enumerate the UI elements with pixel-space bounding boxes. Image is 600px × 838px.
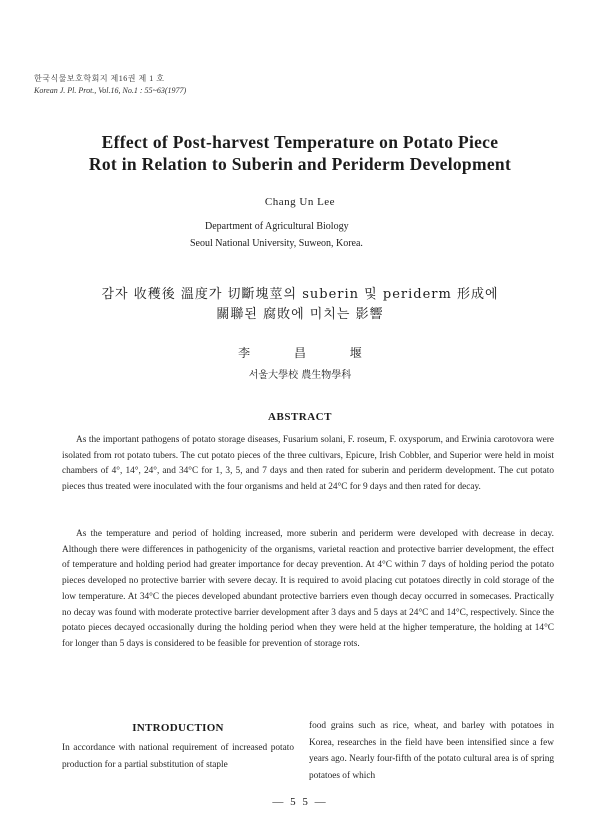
author-name: Chang Un Lee [264, 196, 336, 208]
korean-affiliation: 서울大學校 農生物學科 [248, 370, 352, 381]
abstract-paragraph-2: As the temperature and period of holding increased, more suberin and periderm were developed with decrease in decay. Although there were differences in pathogenicity of the organisms, varietal reaction and protective barrier development, the effect of temperature and holding period had greater importance for decay prevention. At 4°C within 7 days of holding period the potato pieces developed no protective barrier with severe decay. It is required to avoid placing cut potatoes directly in cold storage of the low temperature. At 34°C the pieces developed abundant protective barriers even though decay occurred in somecases. Practically no decay was found with moderate protective barrier development after 3 days and 5 days at 24°C and 14°C, respectively. Since the potato pieces decayed occasionally during the holding period when they were held at the higher temperature, the holding at 14°C for longer than 5 days is considered to be feasible for prevention of storage rots. [62, 529, 554, 649]
page-number: — 5 5 — [272, 796, 328, 808]
right-column [309, 718, 554, 784]
title-line-2: Rot in Relation to Suberin and Periderm Development [88, 154, 512, 174]
introduction-heading: INTRODUCTION [132, 722, 224, 734]
introduction-left-text: In accordance with national requirement of increased potato production for a partial substitution of staple [62, 743, 294, 770]
affiliation-department: Department of Agricultural Biology [205, 221, 349, 232]
abstract-paragraph-1: As the important pathogens of potato storage diseases, Fusarium solani, F. roseum, F. oxysporum, and Erwinia carotovora were isolated from rot potato tubers. The cut potato pieces of the three cultivars, Epicure, Irish Cobbler, and Superior were held in moist chambers of 4°, 14°, 24°, and 34°C for 1, 3, 5, and 7 days and then rated for suberin and periderm development. The cut potato pieces thus treated were inoculated with the four organisms and held at 24°C for 9 days and then rated for decay. [62, 435, 554, 493]
title-line-1: Effect of Post-harvest Temperature on Potato Piece [101, 132, 499, 152]
left-column [62, 722, 294, 773]
korean-title-line-1: 감자 收穫後 溫度가 切斷塊莖의 suberin 및 periderm 形成에 [101, 287, 499, 302]
korean-author-name: 李 昌 堰 [238, 346, 362, 360]
abstract-heading: ABSTRACT [268, 411, 332, 423]
journal-english-header: Korean J. Pl. Prot., Vol.16, No.1 : 55~63(1977) [34, 86, 187, 95]
korean-title-line-2: 關聯된 腐敗에 미치는 影響 [216, 307, 384, 322]
journal-korean-header: 한국식물보호학회지 제16권 제 1 호 [34, 74, 165, 83]
introduction-right-text: food grains such as rice, wheat, and barley with potatoes in Korea, researches in the field have been intensified since a few years ago. Nearly four-fifth of the potato cultural area is of spring potatoes of which [309, 721, 554, 781]
affiliation-university: Seoul National University, Suweon, Korea. [190, 238, 363, 249]
